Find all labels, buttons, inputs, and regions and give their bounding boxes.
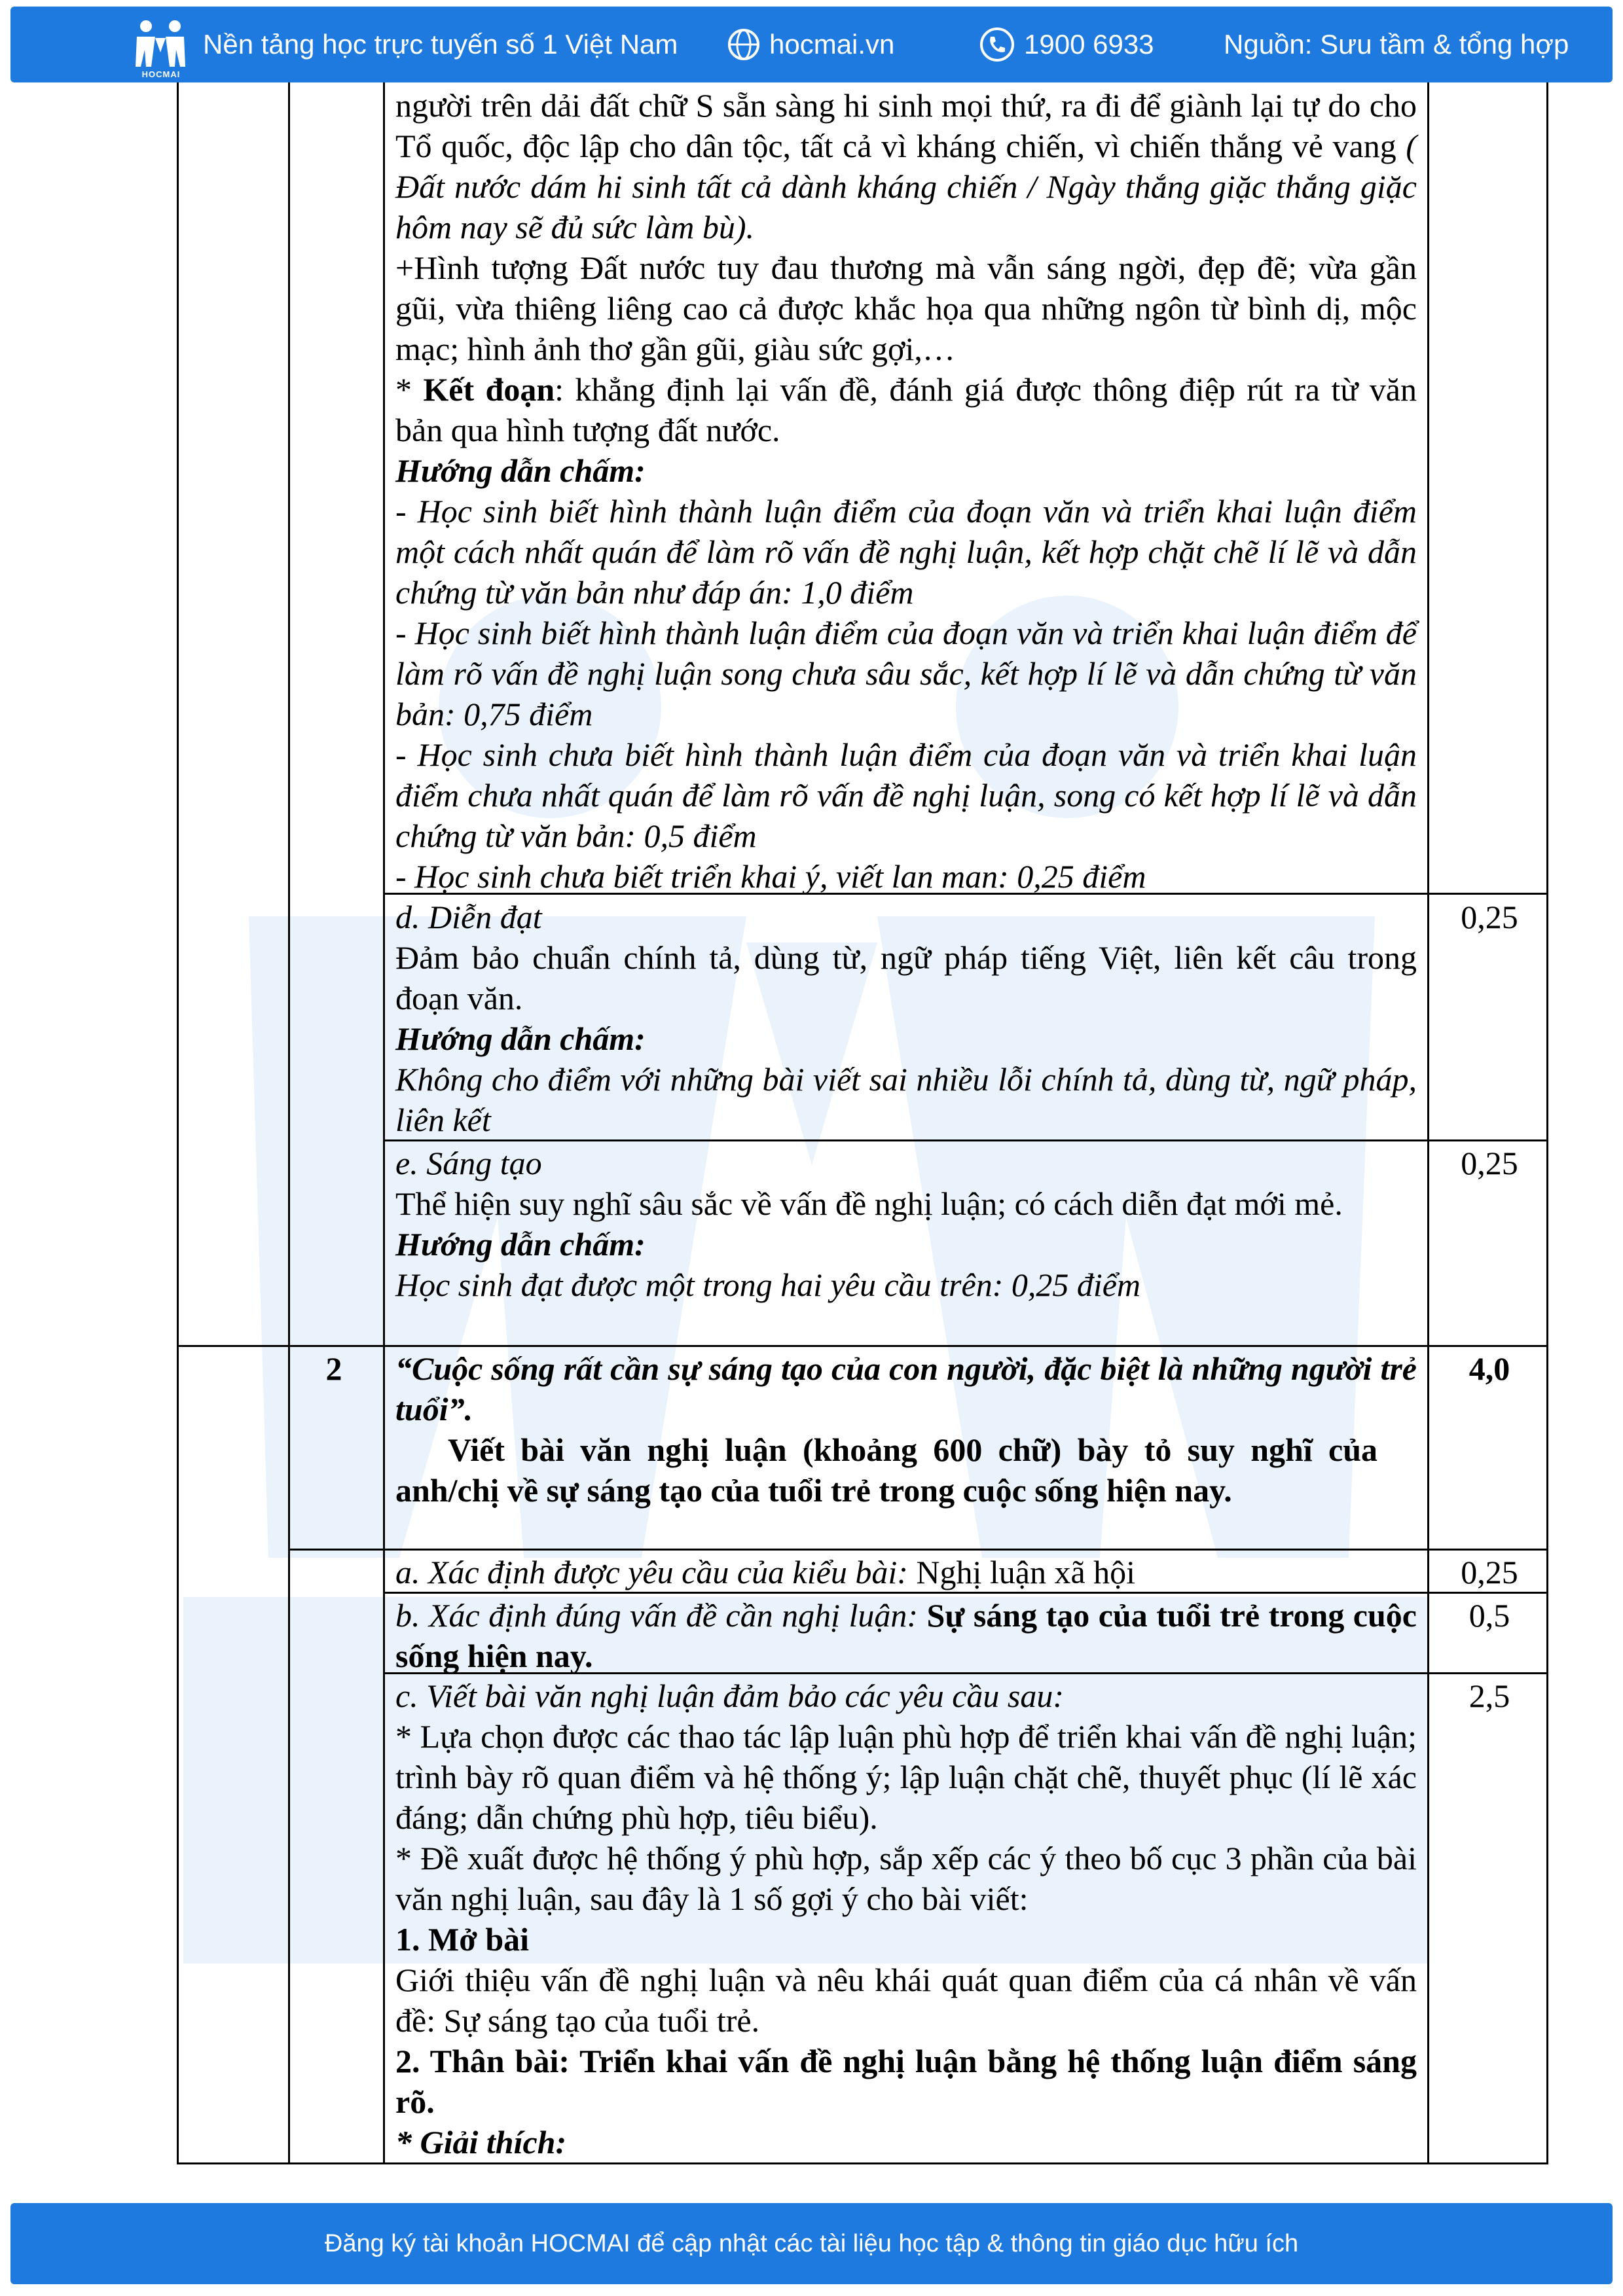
- criteria-title: d. Diễn đạt: [395, 899, 542, 935]
- question-number: 2: [325, 1350, 342, 1387]
- score-cell: 2,5: [1468, 1677, 1510, 1714]
- header-source: Nguồn: Sưu tầm & tổng hợp: [1224, 29, 1569, 60]
- phone-icon: [979, 27, 1015, 62]
- section-heading: 2. Thân bài: Triển khai vấn đề nghị luận bằng hệ thống luận điểm sáng rõ.: [395, 2043, 1417, 2120]
- hotline-label: 1900 6933: [1024, 29, 1154, 60]
- question-task: Viết bài văn nghị luận (khoảng 600 chữ) bày tỏ suy nghĩ của anh/chị về sự sáng tạo của tuổi trẻ trong cuộc sống hiện nay.: [395, 1431, 1377, 1509]
- criteria-c: [395, 1676, 1417, 2162]
- score-cell: 0,25: [1461, 1145, 1518, 1181]
- score-cell: 0,25: [1461, 899, 1518, 935]
- score-cell: 4,0: [1468, 1350, 1510, 1387]
- table-border-col1: [288, 82, 290, 2164]
- question-prompt: [395, 1348, 1417, 1511]
- criteria-title: e. Sáng tạo: [395, 1145, 542, 1181]
- expression-block: [395, 897, 1417, 1140]
- header-brand[interactable]: [128, 7, 678, 82]
- paragraph: * Kết đoạn: khẳng định lại vấn đề, đánh giá được thông điệp rút ra từ văn bản qua hình tượng đất nước.: [395, 371, 1417, 448]
- criteria-b: b. Xác định đúng vấn đề cần nghị luận: Sự sáng tạo của tuổi trẻ trong cuộc sống hiện nay.: [395, 1597, 1417, 1674]
- criteria-a: a. Xác định được yêu cầu của kiểu bài: Nghị luận xã hội: [395, 1554, 1136, 1590]
- hocmai-logo-icon: HOCMAI: [128, 12, 194, 77]
- guide-title: Hướng dẫn chấm:: [395, 1020, 646, 1057]
- guide-item: - Học sinh chưa biết triển khai ý, viết lan man: 0,25 điểm: [395, 858, 1146, 895]
- header-bar: [10, 7, 1613, 82]
- paragraph: người trên dải đất chữ S sẵn sàng hi sinh mọi thứ, ra đi để giành lại tự do cho Tổ quốc, độc lập cho dân tộc, tất cả vì kháng chiến, vì chiến thắng vẻ vang ( Đất nước dám hi sinh tất cả dành kháng chiến / Ngày thắng giặc thắng giặc hôm nay sẽ đủ sức làm bù).: [395, 87, 1417, 245]
- guide-title: Hướng dẫn chấm:: [395, 452, 646, 489]
- table-border-col2: [383, 82, 385, 2164]
- guide-item: - Học sinh biết hình thành luận điểm của đoạn văn và triển khai luận điểm để làm rõ vấn đề nghị luận song chưa sâu sắc, kết hợp lí lẽ và dẫn chứng từ văn bản: 0,75 điểm: [395, 615, 1417, 732]
- globe-icon: [727, 28, 760, 61]
- section-heading: * Giải thích:: [395, 2124, 567, 2161]
- score-cell: 0,25: [1461, 1554, 1518, 1590]
- row-divider: [177, 1345, 1548, 1347]
- paragraph: Giới thiệu vấn đề nghị luận và nêu khái quát quan điểm của cá nhân về vấn đề: Sự sáng tạo của tuổi trẻ.: [395, 1962, 1417, 2039]
- paragraph: * Lựa chọn được các thao tác lập luận phù hợp để triển khai vấn đề nghị luận; trình bày rõ quan điểm và hệ thống ý; lập luận chặt chẽ, thuyết phục (lí lẽ xác đáng; dẫn chứng phù hợp, tiêu biểu).: [395, 1718, 1417, 1836]
- table-border-col3: [1427, 82, 1429, 2164]
- creativity-block: [395, 1143, 1417, 1305]
- argument-block: [395, 85, 1417, 897]
- section-heading: 1. Mở bài: [395, 1921, 530, 1958]
- paragraph: Thể hiện suy nghĩ sâu sắc về vấn đề nghị luận; có cách diễn đạt mới mẻ.: [395, 1185, 1343, 1222]
- guide-item: Học sinh đạt được một trong hai yêu cầu trên: 0,25 điểm: [395, 1266, 1141, 1303]
- question-quote: “Cuộc sống rất cần sự sáng tạo của con người, đặc biệt là những người trẻ tuổi”.: [395, 1350, 1417, 1427]
- paragraph: +Hình tượng Đất nước tuy đau thương mà vẫn sáng ngời, đẹp đẽ; vừa gần gũi, vừa thiêng liêng cao cả được khắc họa qua những ngôn từ bình dị, mộc mạc; hình ảnh thơ gần gũi, giàu sức gợi,…: [395, 249, 1417, 367]
- header-slogan: Nền tảng học trực tuyến số 1 Việt Nam: [203, 29, 678, 60]
- guide-item: Không cho điểm với những bài viết sai nhiều lỗi chính tả, dùng từ, ngữ pháp, liên kết: [395, 1061, 1417, 1138]
- table-border-left: [177, 82, 179, 2164]
- header-website[interactable]: [727, 7, 894, 82]
- score-cell: 0,5: [1468, 1597, 1510, 1634]
- table-border-bottom: [177, 2162, 1548, 2164]
- paragraph: Đảm bảo chuẩn chính tả, dùng từ, ngữ pháp tiếng Việt, liên kết câu trong đoạn văn.: [395, 939, 1417, 1016]
- criteria-title: c. Viết bài văn nghị luận đảm bảo các yêu cầu sau:: [395, 1677, 1065, 1714]
- table-border-right: [1546, 82, 1548, 2164]
- website-label: hocmai.vn: [769, 29, 895, 60]
- footer-text: Đăng ký tài khoản HOCMAI để cập nhật các tài liệu học tập & thông tin giáo dục hữu ích: [324, 2229, 1299, 2257]
- guide-item: - Học sinh chưa biết hình thành luận điểm của đoạn văn và triển khai luận điểm chưa nhất quán để làm rõ vấn đề nghị luận, song có kết hợp lí lẽ và dẫn chứng từ văn bản: 0,5 điểm: [395, 736, 1417, 854]
- guide-item: - Học sinh biết hình thành luận điểm của đoạn văn và triển khai luận điểm một cách nhất quán để làm rõ vấn đề nghị luận, kết hợp chặt chẽ lí lẽ và dẫn chứng từ văn bản như đáp án: 1,0 điểm: [395, 493, 1417, 611]
- guide-title: Hướng dẫn chấm:: [395, 1226, 646, 1263]
- row-divider: [288, 1549, 1548, 1551]
- footer-bar[interactable]: [10, 2203, 1613, 2284]
- paragraph: * Đề xuất được hệ thống ý phù hợp, sắp xếp các ý theo bố cục 3 phần của bài văn nghị luận, sau đây là 1 số gợi ý cho bài viết:: [395, 1840, 1417, 1917]
- header-hotline[interactable]: [979, 7, 1154, 82]
